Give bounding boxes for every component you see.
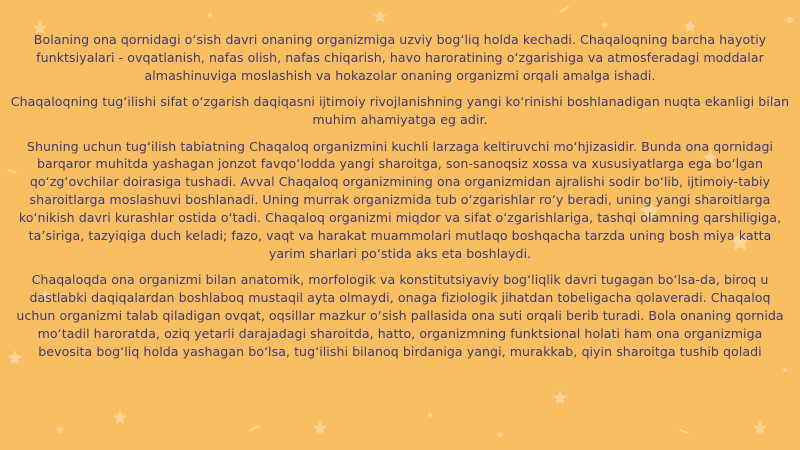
dash-icon xyxy=(250,426,259,430)
paragraph: Bolaning ona qornidagi o‘sish davri onaning organizmiga uzviy bog‘liq holda kechadi. Chaqaloqning barcha hayotiy funktsiyalari - ovqatlanish, nafas olish, nafas chiqarish, havo haroratining o‘zgarishiga va atmosferadagi moddalar almashinuviga moslashish va hokazolar onaning organizmi orqali amalga ishadi. xyxy=(33,32,767,83)
star-icon xyxy=(553,390,567,404)
dash-icon xyxy=(680,430,688,433)
paragraph: Shuning uchun tug‘ilish tabiatning Chaqaloq organizmini kuchli larzaga keltiruvchi mo‘hjizasidir. Bunda ona qornidagi barqaror muhitda yashagan jonzot favqo‘lodda yangi sharoitga, son-sanoqsiz xossa va xususiyatlarga ega bo‘lgan qo‘zg‘ovchilar doirasiga tushadi. Avval Chaqaloq organizmining ona organizmidan ajralishi sodir bo‘lib, ijtimoiy-tabiy sharoitlarga moslashuvi boshlanadi. Uning murrak organizmida tub o‘zgarishlar ro‘y beradi, uning yangi sharoitlarga ko‘nikish davri kurashlar ostida o‘tadi. Chaqaloq organizmi miqdor va sifat o‘zgarishlariga, tashqi olamning qarshiligiga, ta’siriga, tazyiqiga duch keladi; fazo, vaqt va harakat muammolari mutlaqo boshqacha tarzda uning bosh miya katta yarim sharlari po‘stida aks eta boshlaydi. xyxy=(18,138,782,261)
paragraph: Chaqaloqda ona organizmi bilan anatomik, morfologik va konstitutsiyaviy bog‘liqlik davri tugagan bo‘lsa-da, biroq u dastlabki daqiqalardan boshlaboq mustaqil ayta olmaydi, onaga fiziologik jihatdan tobeligacha qolaveradi. Chaqaloq uchun organizmi talab qiladigan ovqat, oqsillar mazkur o‘sish pallasida ona suti orqali berib turadi. Bola onaning qornida mo‘tadil haroratda, oziq yetarli darajadagi sharoitda, hatto, organizmning funktsional holati ham ona organizmiga bevosita bog‘liq holda yashagan bo‘lsa, tug‘ilishi bilanoq birdaniga yangi, murakkab, qiyin sharoitga tushib qoladi xyxy=(16,272,784,359)
dot-icon xyxy=(57,427,63,433)
dash-icon xyxy=(560,7,568,12)
dot-icon xyxy=(208,13,212,17)
document-body xyxy=(10,31,790,369)
star-icon xyxy=(374,10,386,22)
dot-icon xyxy=(603,23,608,28)
dot-icon xyxy=(428,413,432,417)
star-icon xyxy=(753,420,767,434)
star-icon xyxy=(313,420,327,434)
dot-icon xyxy=(498,433,503,438)
paragraph: Chaqaloqning tug‘ilishi sifat o‘zgarish daqiqasni ijtimoiy rivojlanishning yangi ko‘rinishi boshlanadigan nuqta ekanligi bilan muhim ahamiyatga eg adir. xyxy=(10,94,790,128)
dot-icon xyxy=(787,17,793,23)
star-icon xyxy=(113,410,127,424)
